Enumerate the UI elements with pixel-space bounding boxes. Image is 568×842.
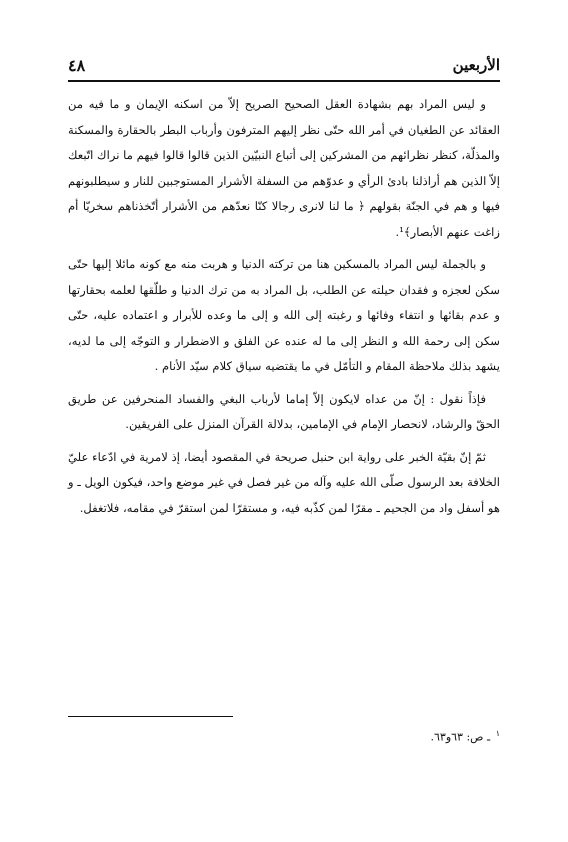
running-title: الأربعين bbox=[452, 56, 500, 74]
paragraph-1: و ليس المراد بهم بشهادة العقل الصحيح الصريح إلاّ من اسكنه الإيمان و ما فيه من العقائد عن الطغيان في أمر الله حتّى نظر إليهم المترفون وأرباب البطر بالحقارة والمسكنة والمذلّة، كنظر نظرائهم من المشركين إلى أتباع النبيّين الذين قالوا قالوا فيهم ما نراك اتّبعك إلاّ الذين هم أراذلنا بادئ الرأي و عدوّهم من السفلة الأشرار المستوجبين للنار و سيطلبونهم فيها و هم في الجنّة بقولهم ﴿ ما لنا لانرى رجالا كنّا نعدّهم من الأشرار أتّخذناهم سخريّا أم زاغت عنهم الأبصار﴾¹. bbox=[68, 97, 500, 239]
paragraph-2: و بالجملة ليس المراد بالمسكين هنا من تركته الدنيا و هربت منه مع كونه مائلا إليها حتّى سكن لعجزه و فقدان حيلته عن الطلب، بل المراد به من ترك الدنيا و طلّقها لعلمه بحقارتها و عدم بقائها و انتفاء وفائها و رغبته إلى الله و إلى ما وعده للأبرار و اعتماده عليه، حتّى سكن إلى رحمة الله و النظر إلى ما له عنده عن الفلق و الاضطرار و التوجّه إلى ما لديه، يشهد بذلك ملاحظة المقام و التأمّل في ما يقتضيه سياق كلام سيّد الأنام . bbox=[68, 257, 500, 373]
page-header bbox=[68, 54, 500, 82]
footnote bbox=[431, 725, 501, 747]
paragraph-4: ثمّ إنّ بقيّة الخبر على رواية ابن حنبل صريحة في المقصود أيضا، إذ لامرية في ادّعاء عليّ الخلافة بعد الرسول صلّى الله عليه وآله من غير فصل في غير موضع واحد، فيكون الويل ـ و هو أسفل واد من الجحيم ـ مقرّا لمن كذّبه فيه، و مستقرّا لمن استقرّ في مقامه، فلاتغفل. bbox=[68, 449, 500, 515]
paragraph-3: فإذاً نقول : إنّ من عداه لايكون إلاّ إماما لأرباب البغي والفساد المنحرفين عن طريق الحقّ والرشاد، لانحصار الإمام في الإمامين، بدلالة القرآن المنزل على الفريقين. bbox=[68, 391, 500, 431]
footnote-text: ـ ص: ٦٣و٦٣. bbox=[430, 730, 491, 744]
footnote-divider bbox=[68, 716, 233, 717]
body-text bbox=[68, 92, 500, 528]
page-number: ٤٨ bbox=[68, 56, 86, 75]
footnote-marker: ١ bbox=[495, 729, 500, 738]
